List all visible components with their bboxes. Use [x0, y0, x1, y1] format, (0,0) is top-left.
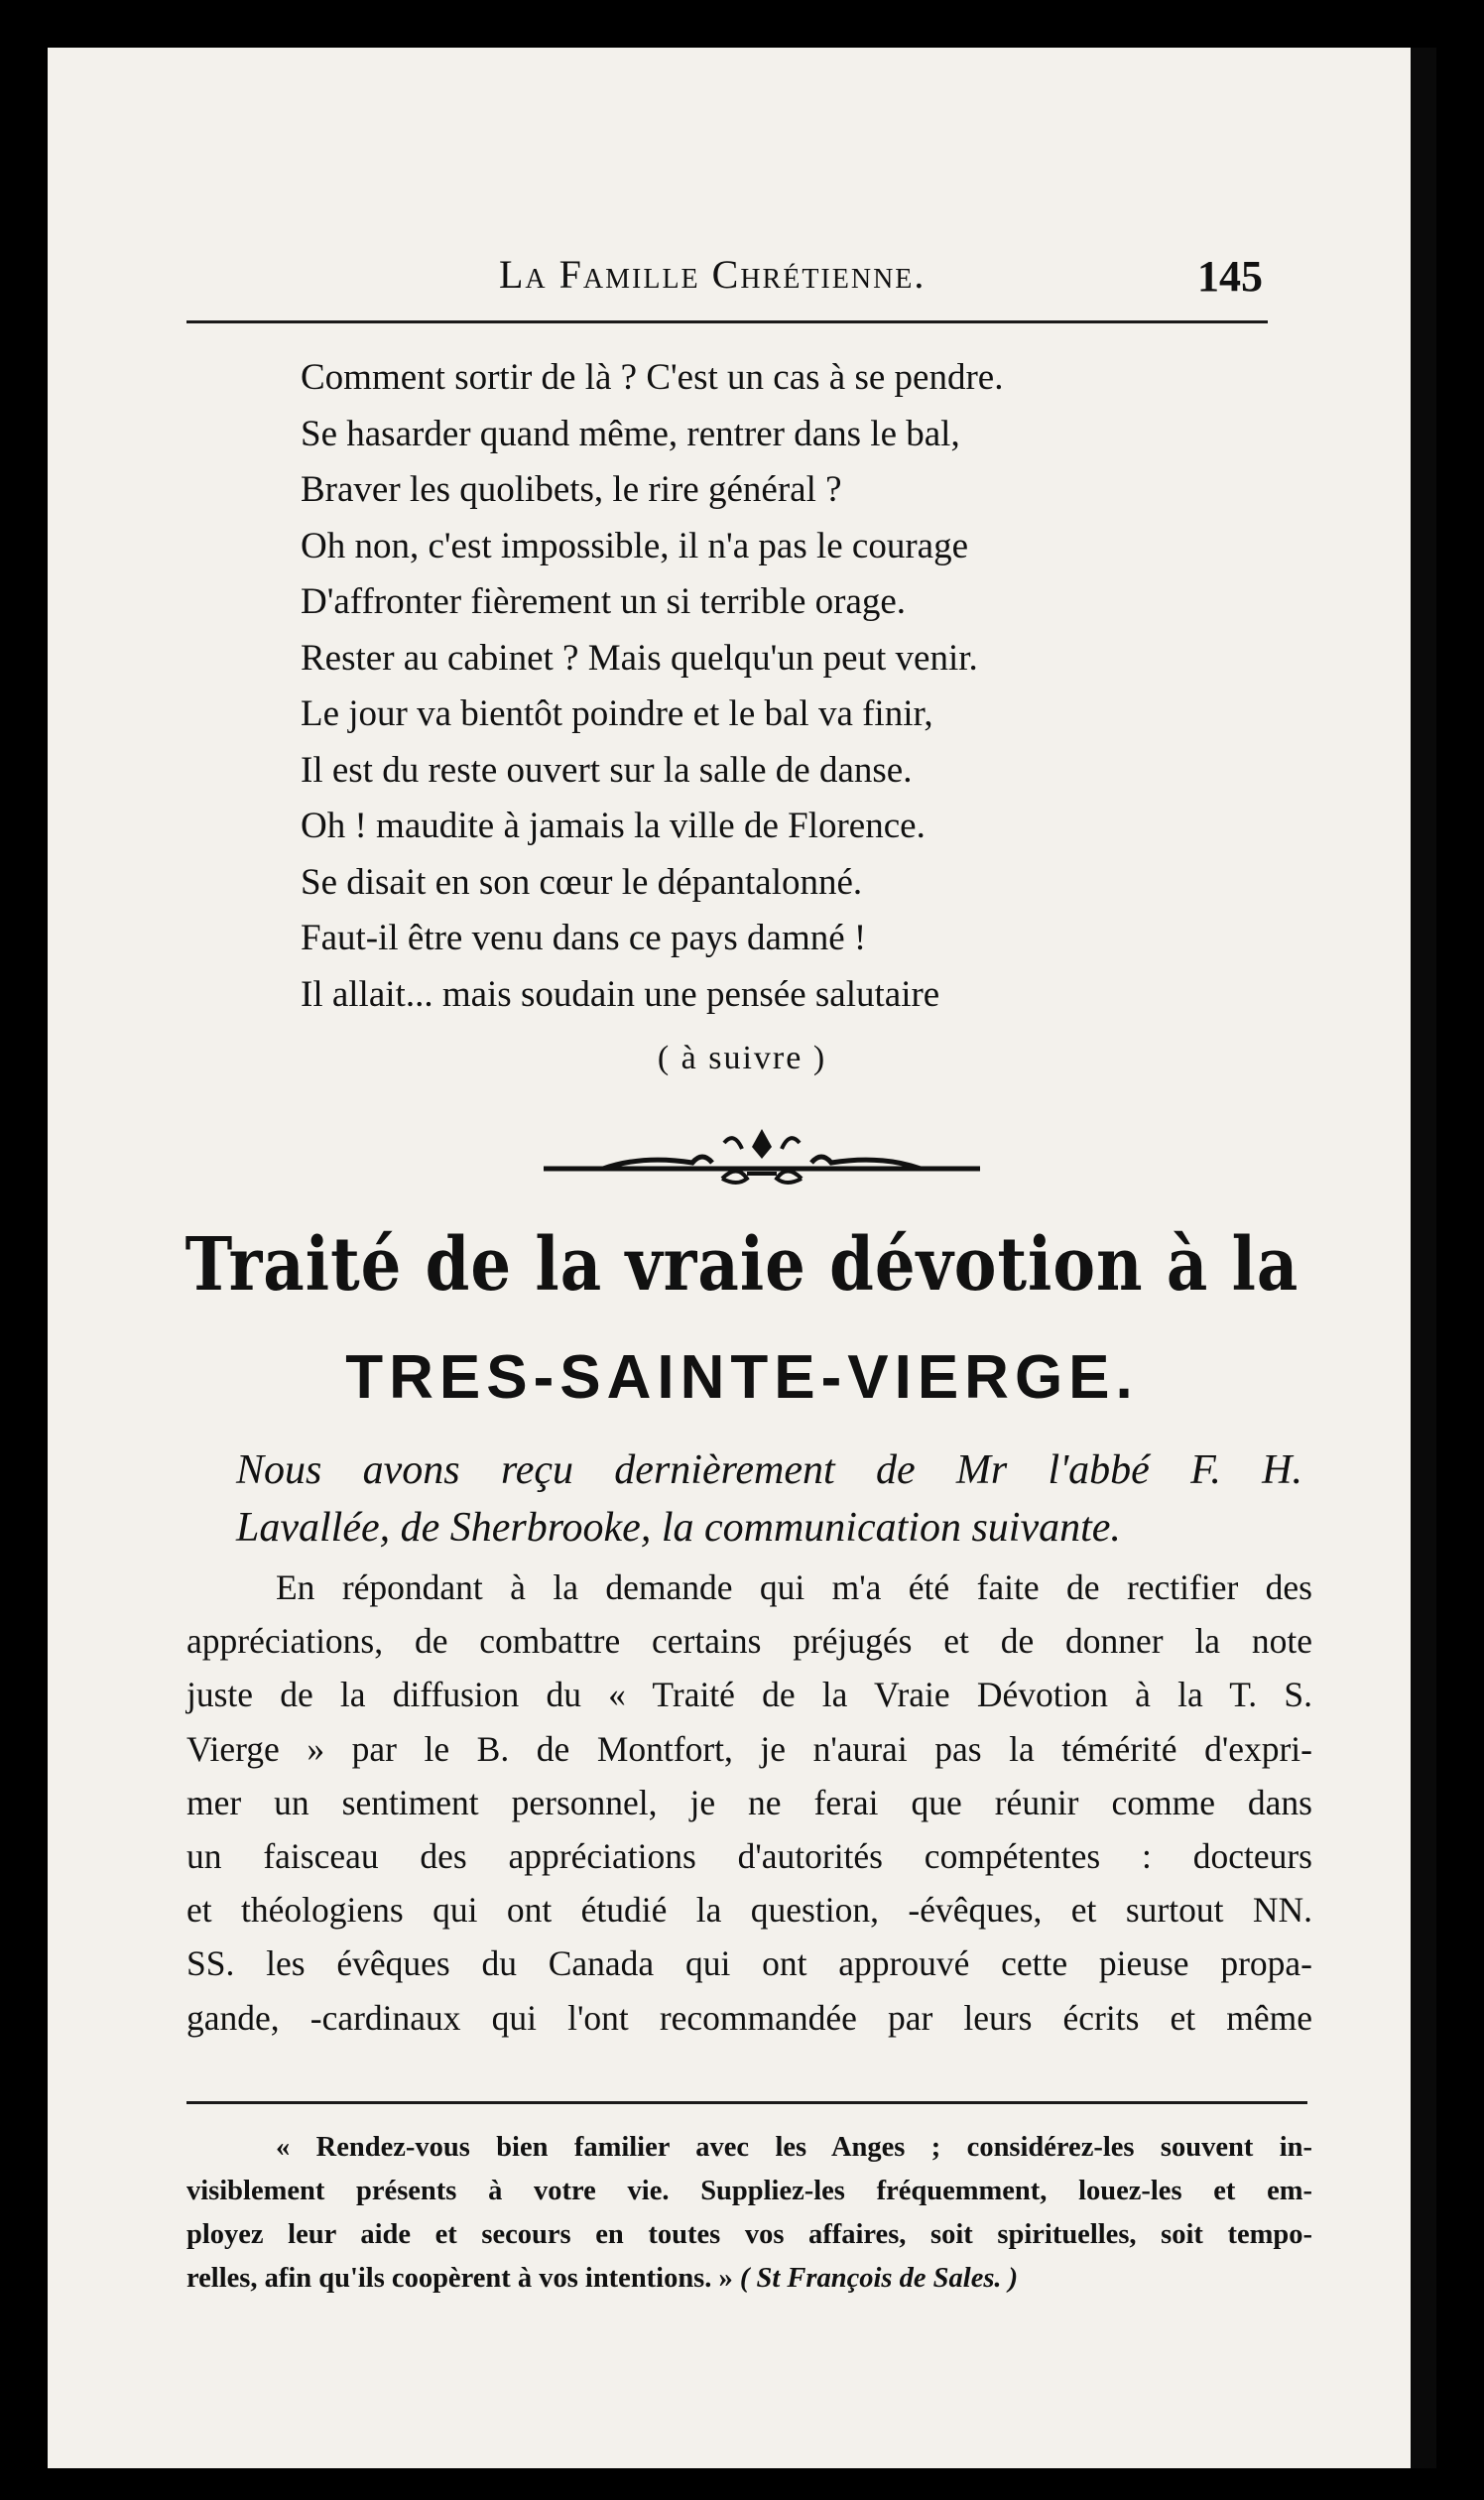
- body-line: et théologiens qui ont étudié la question, -évêques, et surtout NN.: [186, 1890, 1312, 1931]
- poem: [301, 350, 1213, 1023]
- body-line: mer un sentiment personnel, je ne ferai que réunir comme dans: [186, 1782, 1312, 1822]
- footnote-last-line: [186, 2257, 1312, 2301]
- poem-line: Se hasarder quand même, rentrer dans le bal,: [301, 413, 960, 454]
- poem-line: Faut-il être venu dans ce pays damné !: [301, 918, 867, 958]
- poem-line: Il est du reste ouvert sur la salle de danse.: [301, 749, 913, 791]
- body-line: un faisceau des appréciations d'autorités compétentes : docteurs: [186, 1836, 1312, 1877]
- article-intro: [236, 1441, 1302, 1557]
- body-line: gande, -cardinaux qui l'ont recommandée par leurs écrits et même: [186, 1997, 1312, 2038]
- footnote-attribution: ( St François de Sales. ): [739, 2263, 1019, 2294]
- fleuron-ornament-icon: [544, 1119, 980, 1188]
- article-body: [186, 1561, 1312, 2045]
- page: [48, 48, 1436, 2468]
- footnote-line: ployez leur aide et secours en toutes vos affaires, soit spirituelles, soit tempo-: [186, 2219, 1312, 2250]
- footnote-line: « Rendez-vous bien familier avec les Anges ; considérez-les souvent in-: [276, 2132, 1312, 2163]
- poem-line: D'affronter fièrement un si terrible orage.: [301, 581, 907, 622]
- body-line: En répondant à la demande qui m'a été faite de rectifier des: [276, 1567, 1312, 1607]
- page-number: 145: [1197, 252, 1263, 301]
- poem-line: Il allait... mais soudain une pensée salutaire: [301, 973, 940, 1015]
- page-header: [499, 251, 1263, 311]
- intro-line: Lavallée, de Sherbrooke, la communication suivante.: [236, 1505, 1121, 1551]
- poem-line: Braver les quolibets, le rire général ?: [301, 469, 842, 510]
- article-title-line2: TRES-SAINTE-VIERGE.: [345, 1343, 1139, 1412]
- body-line: juste de la diffusion du « Traité de la Vraie Dévotion à la T. S.: [186, 1675, 1312, 1715]
- footnote: [186, 2126, 1312, 2301]
- footnote-rule: [186, 2101, 1307, 2104]
- poem-line: Se disait en son cœur le dépantalonné.: [301, 861, 863, 903]
- poem-line: Le jour va bientôt poindre et le bal va finir,: [301, 693, 933, 734]
- running-title: La Famille Chrétienne.: [499, 252, 927, 297]
- body-line: Vierge » par le B. de Montfort, je n'aurai pas la témérité d'expri-: [186, 1728, 1312, 1769]
- intro-line: Nous avons reçu dernièrement de Mr l'abbé F. H.: [236, 1447, 1302, 1493]
- article-title-line1: Traité de la vraie dévotion à la: [185, 1222, 1299, 1309]
- continuation-note: ( à suivre ): [657, 1040, 827, 1076]
- footnote-line: relles, afin qu'ils coopèrent à vos intentions. »: [186, 2263, 733, 2294]
- poem-line: Comment sortir de là ? C'est un cas à se pendre.: [301, 357, 1004, 398]
- poem-line: Rester au cabinet ? Mais quelqu'un peut venir.: [301, 637, 978, 679]
- poem-line: Oh ! maudite à jamais la ville de Florence.: [301, 806, 926, 846]
- footnote-line: visiblement présents à votre vie. Suppliez-les fréquemment, louez-les et em-: [186, 2176, 1312, 2206]
- body-line: appréciations, de combattre certains préjugés et de donner la note: [186, 1621, 1312, 1662]
- body-line: SS. les évêques du Canada qui ont approuvé cette pieuse propa-: [186, 1943, 1312, 1984]
- header-rule: [186, 320, 1268, 323]
- poem-line: Oh non, c'est impossible, il n'a pas le courage: [301, 525, 969, 566]
